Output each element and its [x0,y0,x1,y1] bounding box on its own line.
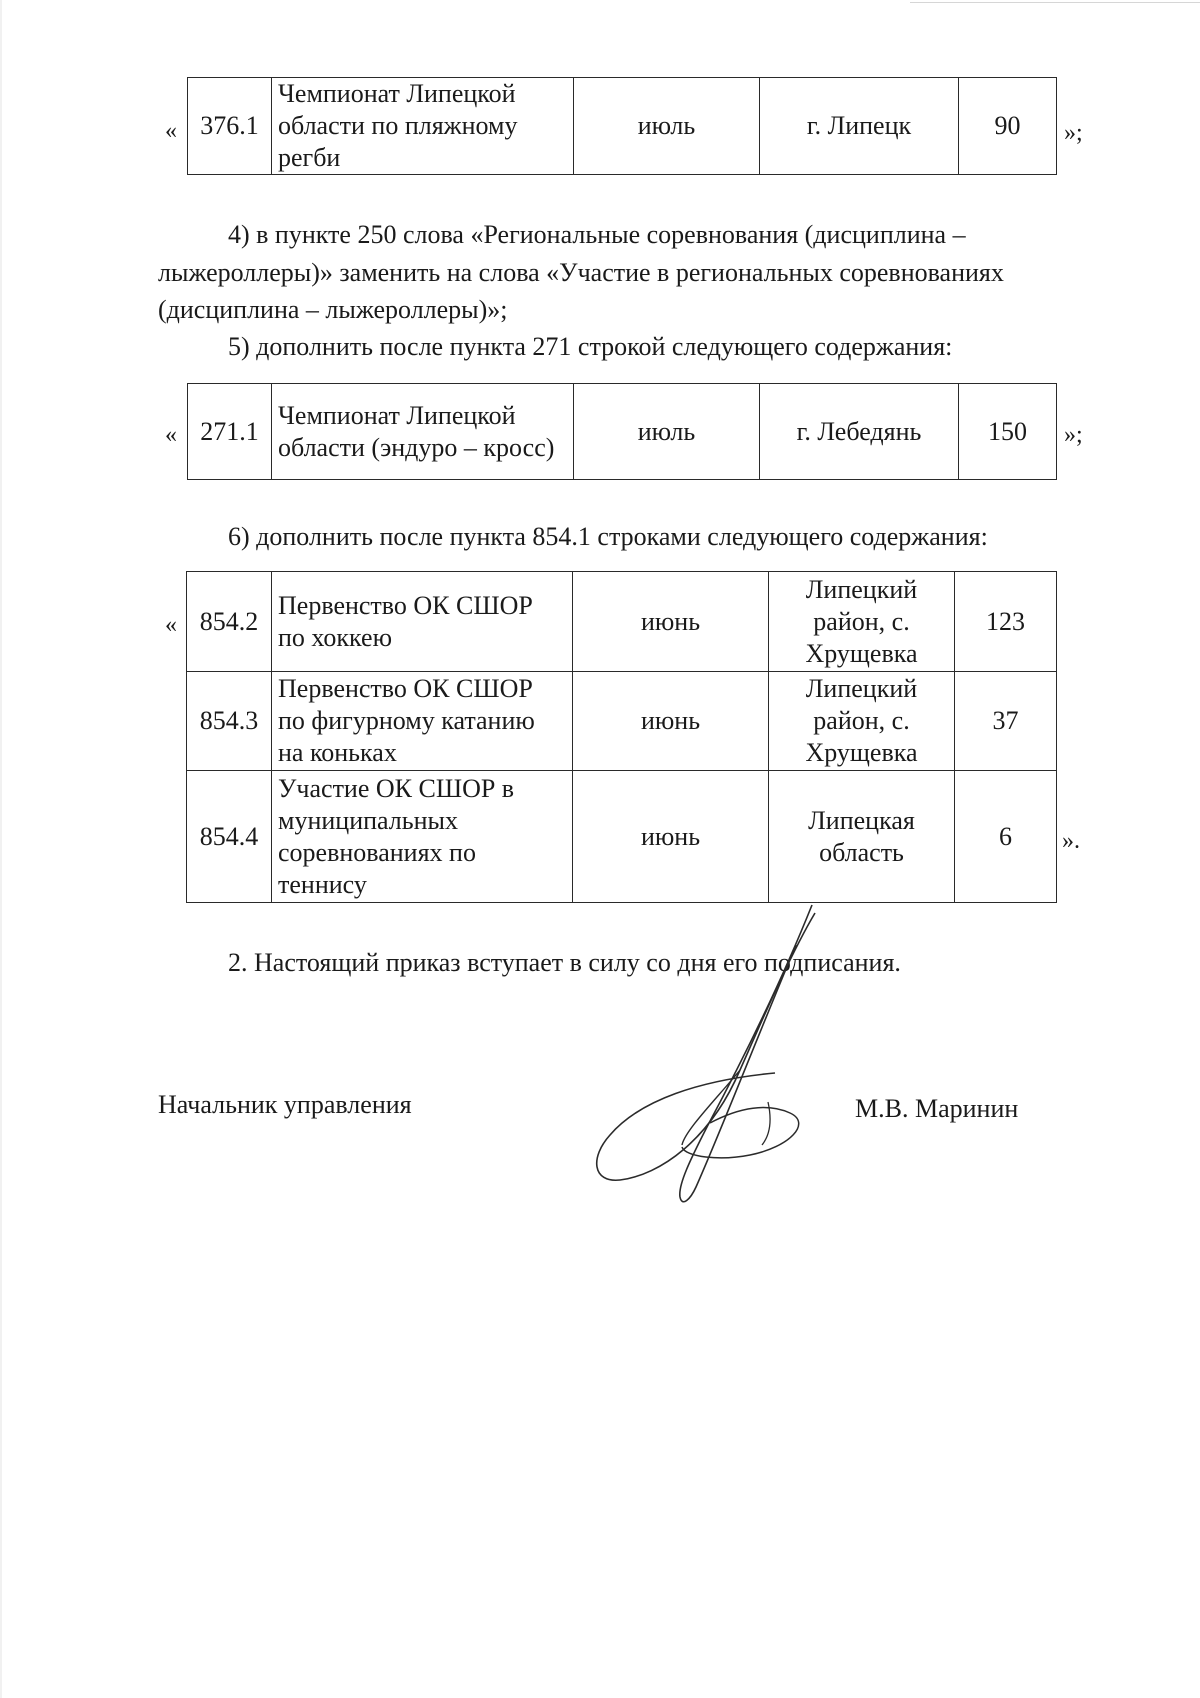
signer-position: Начальник управления [158,1090,412,1119]
event-place: г. Липецк [760,78,959,175]
events-table-854 [186,571,1057,903]
close-quote: ». [1062,828,1080,854]
close-quote: »; [1064,422,1083,448]
scan-edge-shadow [0,0,2,1698]
event-name: Чемпионат Липецкой области по пляжному регби [272,78,574,175]
event-month: июль [574,384,760,480]
event-name: Первенство ОК СШОР по хоккею [272,572,573,672]
participant-count: 150 [959,384,1057,480]
event-month: июнь [573,771,769,903]
event-place: Липецкий район, с. Хрущевка [769,672,955,771]
row-number: 854.4 [187,771,272,903]
events-table-376 [187,77,1057,175]
open-quote: « [165,612,177,638]
event-month: июнь [573,672,769,771]
table-row [187,672,1057,771]
table-row [188,78,1057,175]
close-quote: »; [1064,120,1083,146]
open-quote: « [165,118,177,144]
row-number: 376.1 [188,78,272,175]
handwritten-signature [590,895,820,1215]
event-place: Липецкая область [769,771,955,903]
event-name: Участие ОК СШОР в муниципальных соревнованиях по теннису [272,771,573,903]
participant-count: 123 [955,572,1057,672]
open-quote: « [165,422,177,448]
signer-name: М.В. Маринин [855,1094,1019,1123]
event-name: Чемпионат Липецкой области (эндуро – кросс) [272,384,574,480]
paragraph-4-line-2: лыжероллеры)» заменить на слова «Участие в региональных соревнованиях [158,258,1004,287]
event-month: июнь [573,572,769,672]
event-place: Липецкий район, с. Хрущевка [769,572,955,672]
events-table-271 [187,383,1057,480]
event-name: Первенство ОК СШОР по фигурному катанию на коньках [272,672,573,771]
participant-count: 37 [955,672,1057,771]
paragraph-2: 2. Настоящий приказ вступает в силу со дня его подписания. [228,948,901,977]
table-row [187,771,1057,903]
scan-edge-line [910,2,1200,3]
event-month: июль [574,78,760,175]
row-number: 271.1 [188,384,272,480]
paragraph-4-line-3: (дисциплина – лыжероллеры)»; [158,295,508,324]
participant-count: 6 [955,771,1057,903]
row-number: 854.3 [187,672,272,771]
paragraph-6: 6) дополнить после пункта 854.1 строками следующего содержания: [228,522,988,551]
participant-count: 90 [959,78,1057,175]
paragraph-4-line-1: 4) в пункте 250 слова «Региональные соревнования (дисциплина – [228,220,966,249]
row-number: 854.2 [187,572,272,672]
paragraph-5: 5) дополнить после пункта 271 строкой следующего содержания: [228,332,953,361]
table-row [187,572,1057,672]
table-row [188,384,1057,480]
event-place: г. Лебедянь [760,384,959,480]
